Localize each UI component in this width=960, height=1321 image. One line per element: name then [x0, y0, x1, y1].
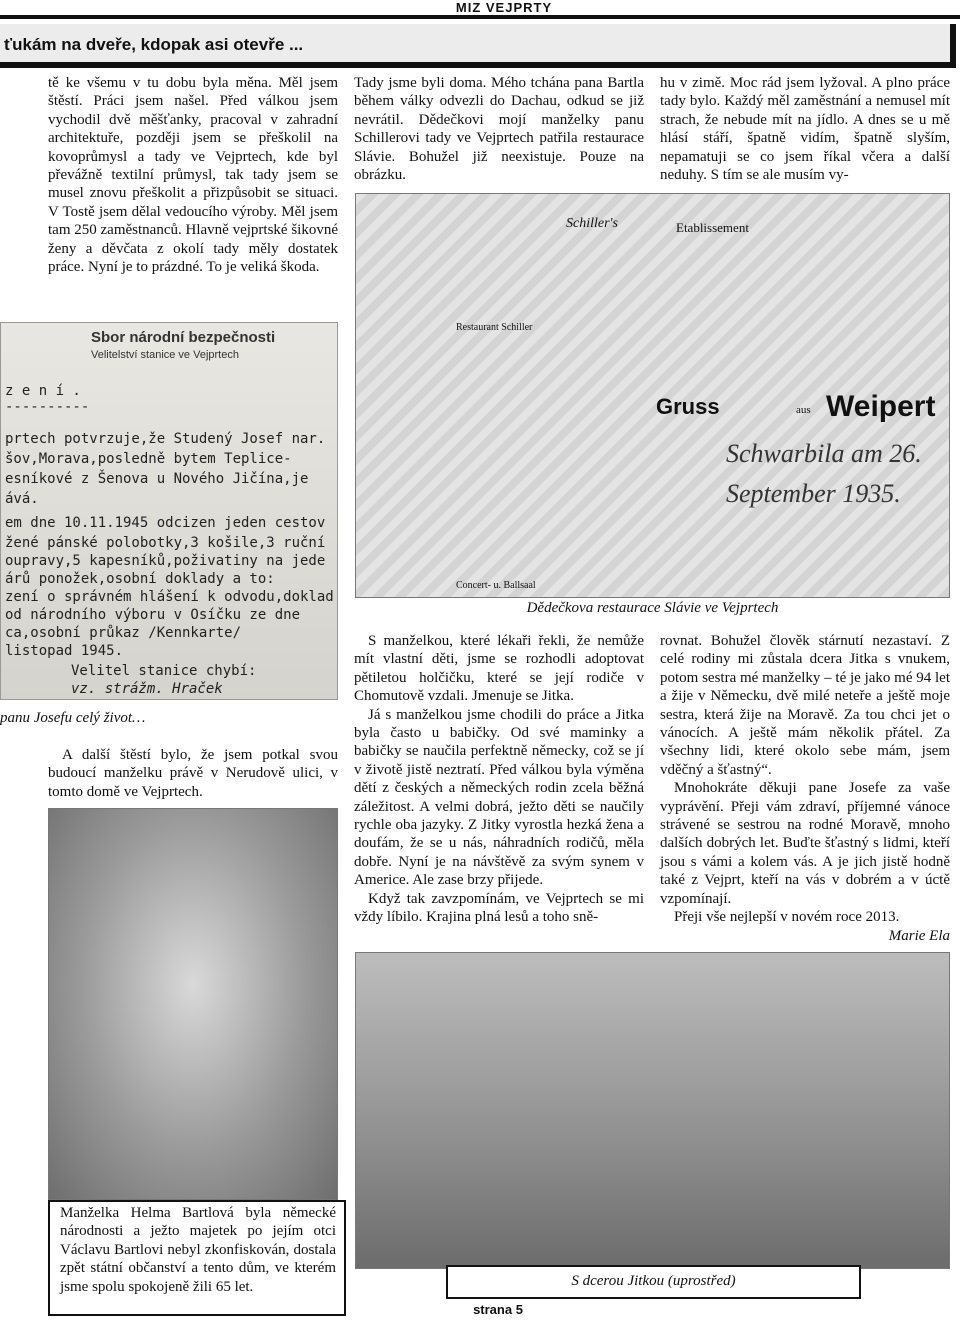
- column-3-paragraph: hu v zimě. Moc rád jsem lyžoval. A plno práce tady bylo. Každý měl zaměstnání a nemusel mít strach, že nebude mít na jídlo. A dnes se u mě hlásí stáří, špatně vidím, špatně slyším, nepamatuji se co jsem říkal včera a další neduhy. S tím se ale musím vy-: [660, 75, 950, 184]
- column-1-paragraph: tě ke všemu v tu dobu byla měna. Měl jsem štěstí. Práci jsem našel. Před válkou jsem vychodil dvě měšťanky, pracoval v zahradní architektuře, později jsem se přeškolil na kovoprůmysl a tady ve Vejprtech, kde byl převážně textilní průmysl, tak tady jsem se musel znovu přeškolit a přizpůsobit se situaci. V Tostě jsem dělal vedoucího výroby. Měl jsem tam 250 zaměstnanců. Hlavně vejprtské šikovné ženy a děvčata z okolí tady měly dostatek práce. Nyní je to prázdné. To je veliká škoda.: [48, 75, 338, 276]
- column-2-bottom-paragraph: Když tak zavzpomínám, ve Vejprtech se mi vždy líbilo. Krajina plná lesů a toho sně-: [354, 890, 644, 926]
- postcard-label-schillers: Schiller's: [566, 216, 618, 231]
- document-line: z e n í .: [5, 383, 81, 399]
- family-caption-box: [446, 1265, 861, 1299]
- document-line: Velitel stanice chybí:: [71, 663, 257, 679]
- document-stamp-title: Sbor národní bezpečnosti: [91, 329, 276, 346]
- document-signature: vz. strážm. Hraček: [71, 681, 223, 697]
- masthead-label: MIZ VEJPRTY: [448, 0, 560, 15]
- document-line: prtech potvrzuje,že Studený Josef nar.: [5, 431, 326, 447]
- column-2-bottom-paragraph: S manželkou, které lékaři řekli, že nemůže mít vlastní děti, jsme se rozhodli adoptovat pětiletou holčičku, které se její rodiče v Chomutově vzdali. Jmenuje se Jitka.: [354, 633, 644, 705]
- document-line: šov,Morava,posledně bytem Teplice-: [5, 451, 292, 467]
- document-line: zení o správném hlášení k odvodu,doklad: [5, 589, 334, 605]
- portrait-caption-block: [60, 1204, 336, 1296]
- document-line: árů ponožek,osobní doklady a to:: [5, 571, 275, 587]
- document-line: esníkové z Šenova u Nového Jičína,je: [5, 471, 309, 487]
- postcard-label-gruss: Gruss: [656, 394, 720, 419]
- column-2-bottom-paragraph: Já s manželkou jsme chodili do práce a Jitka byla často u babičky. Od své maminky a babičky se naučila perfektně německy, což se jí v životě jistě neztratí. Před válkou byla výměna dětí z českých a německých rodin zcela běžná záležitost. A velmi dobrá, ježto děti se naučily rychle oba jazyky. Z Jitky vyrostla hezká žena a doufám, že se u nás, náhradních rodičů, měla dobře. Nyní je na návštěvě za svým synem v Americe. Ale zase brzy přijede.: [354, 706, 644, 889]
- postcard-label-etablissement: Etablissement: [676, 220, 749, 235]
- document-line: ca,osobní průkaz /Kennkarte/: [5, 625, 242, 641]
- portrait-caption: Manželka Helma Bartlová byla německé národnosti a ježto majetek po jejím otci Václavu Bartlovi nebyl zkonfiskován, dostala zpět státní občanství a tento dům, ve kterém jsme spolu spokojeně žili 65 let.: [60, 1205, 336, 1295]
- column-3-bottom-text: [660, 632, 950, 945]
- postcard-caption: Dědečkova restaurace Slávie ve Vejprtech: [526, 600, 779, 616]
- family-photo: [355, 952, 950, 1269]
- column-3-bottom-paragraph: rovnat. Bohužel člověk stárnutí nezastaví. Z celé rodiny mi zůstala dcera Jitka s vnukem, potom sestra mé manželky – té je jako mé 94 let a žije v Německu, dvě milé neteře a ještě moje sestra, která žije na Moravě. Za tou chci jet o vánocích. A ještě mám několik přátel. Za všechny lidi, které okolo sebe mám, jsem vděčný a šťastný“.: [660, 633, 950, 778]
- page-number: strana 5: [473, 1302, 523, 1317]
- meeting-paragraph-block: [48, 746, 338, 801]
- document-caption: panu Josefu celý život…: [0, 710, 146, 726]
- column-3-bottom-paragraph: Mnohokráte děkuji pane Josefe za vaše vyprávění. Přeji vám zdraví, příjemné vánoce strávené se sestrou na rodné Moravě, mnoho dalších dobrých let. Buďte šťastný s lidmi, kteří jsou s vámi a kolem vás. A je jich jistě hodně také z Vejprt, kteří na vás v dobrém a v úctě vzpomínají.: [660, 780, 950, 907]
- police-document-photo: [0, 322, 338, 700]
- document-stamp-subtitle: Velitelství stanice ve Vejprtech: [91, 349, 239, 361]
- document-line: em dne 10.11.1945 odcizen jeden cestov: [5, 515, 326, 531]
- column-2-text: [354, 74, 644, 184]
- masthead-rule: [0, 15, 960, 19]
- postcard-handwriting: Schwarbila am 26. September 1935.: [726, 439, 922, 508]
- portrait-photo: [48, 808, 338, 1200]
- family-caption: S dcerou Jitkou (uprostřed): [571, 1273, 736, 1289]
- column-3-bottom-paragraph: Přeji vše nejlepší v novém roce 2013.: [674, 909, 900, 926]
- postcard-photo: [355, 193, 950, 598]
- postcard-label-aus: aus: [796, 404, 811, 416]
- postcard-label-restaurant: Restaurant Schiller: [456, 322, 533, 333]
- column-1-text: [48, 74, 338, 276]
- document-line: listopad 1945.: [5, 643, 124, 659]
- column-3-text: [660, 74, 950, 184]
- document-line: oupravy,5 kapesníků,poživatiny na jede: [5, 553, 326, 569]
- document-line: ----------: [5, 399, 90, 415]
- headline: ťukám na dveře, kdopak asi otevře ...: [4, 35, 304, 54]
- signature: Marie Ela: [888, 927, 950, 944]
- meeting-paragraph: A další štěstí bylo, že jsem potkal svou budoucí manželku právě v Nerudově ulici, v tomto domě ve Vejprtech.: [48, 747, 338, 800]
- document-line: od národního výboru v Osíčku ze dne: [5, 607, 301, 623]
- column-2-bottom-text: [354, 632, 644, 927]
- portrait-caption-box: [48, 1200, 346, 1316]
- column-2-paragraph: Tady jsme byli doma. Mého tchána pana Bartla během války odvezli do Dachau, odkud se již nevrátil. Dědečkovi mojí manželky panu Schillerovi tady ve Vejprtech patřila restaurace Slávie. Bohužel již neexistuje. Pouze na obrázku.: [354, 75, 644, 184]
- document-line: žené pánské polobotky,3 košile,3 ruční: [5, 535, 326, 551]
- postcard-label-weipert: Weipert: [826, 390, 936, 423]
- document-line: ává.: [5, 491, 39, 507]
- postcard-label-concert: Concert- u. Ballsaal: [456, 580, 536, 591]
